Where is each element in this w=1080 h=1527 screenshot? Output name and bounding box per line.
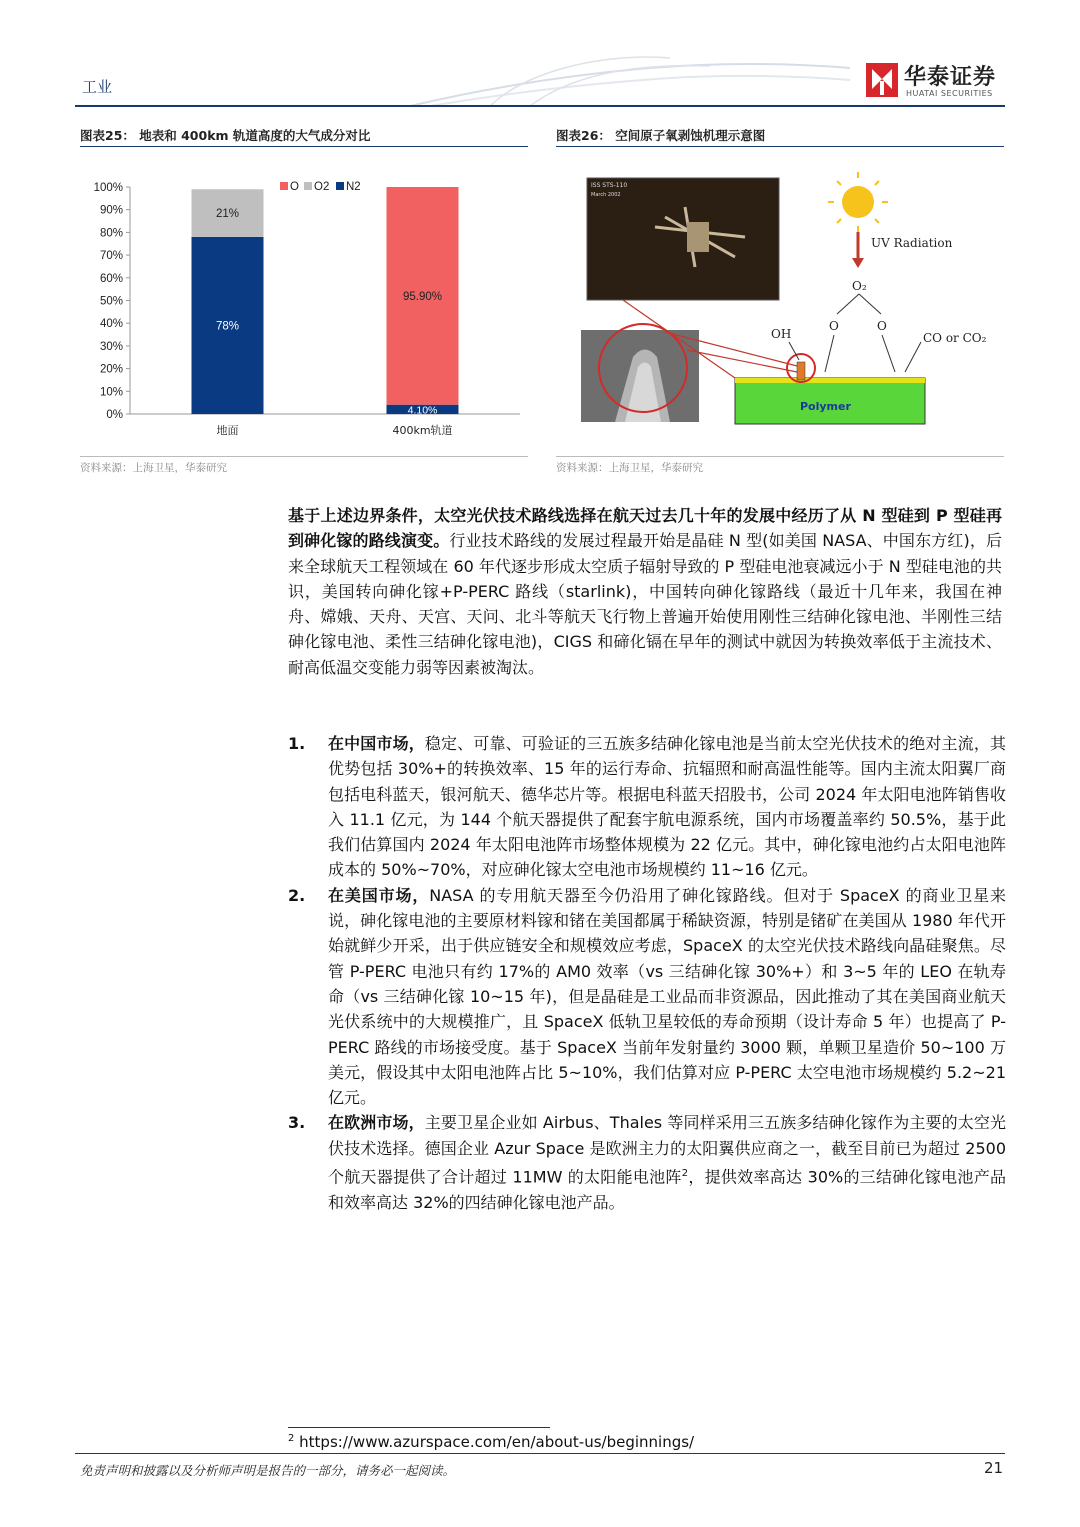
list-item-text: 主要卫星企业如 Airbus、Thales 等同样采用三五族多结砷化镓作为主要的太空光伏技术选择。德国企业 Azur Space 是欧洲主力的太阳翼供应商之一，截至目前已为超过 2500 个航天器提供了合计超过 11MW 的太阳能电池阵 [328, 1113, 1006, 1187]
footer-rule [75, 1453, 1005, 1454]
oh-label: OH [771, 327, 792, 341]
footnote [288, 1433, 694, 1451]
list-item [288, 731, 1006, 883]
uv-label: UV Radiation [871, 236, 953, 250]
y-tick-label: 30% [99, 340, 123, 353]
intro-bold: 基于上述边界条件，太空光伏技术路线选择在航天过去几十年的发展中经历了从 N 型硅到 P 型硅再到砷化镓的路线演变。 [288, 506, 1002, 551]
figure25-source-rule [80, 456, 528, 457]
data-label: 95.90% [402, 290, 443, 303]
y-tick-label: 50% [99, 295, 123, 308]
footnote-rule [288, 1427, 550, 1428]
data-label: 4.10% [407, 404, 438, 417]
header-decoration [410, 48, 850, 106]
header-rule [75, 105, 1005, 107]
y-tick-label: 60% [99, 272, 123, 285]
list-item-text-cont: ，提供效率高达 30%的三结砷化镓电池产品和效率高达 32%的四结砷化镓电池产品。 [328, 1167, 1006, 1212]
legend-swatch [280, 182, 288, 190]
list-item-text: 稳定、可靠、可验证的三五族多结砷化镓电池是当前太空光伏技术的绝对主流，其优势包括 30%+的转换效率、15 年的运行寿命、抗辐照和耐高温性能等。国内主流太阳翼厂商包括电科蓝天，银河航天、德华芯片等。根据电科蓝天招股书，公司 2024 年太阳电池阵销售收入 11.1 亿元，为 144 个航天器提供了配套宇航电源系统，国内市场覆盖率约 50.5%，基于此我们估算国内 2024 年太阳电池阵市场整体规模为 22 亿元。其中，砷化镓电池约占太阳电池阵成本的 50%~70%，对应砷化镓太空电池市场规模约 11~16 亿元。 [328, 734, 1006, 880]
o-label-right: O [877, 319, 887, 333]
logo-subtext: HUATAI SECURITIES [906, 89, 993, 98]
footnote-ref[interactable]: 2 [681, 1168, 689, 1180]
sun-icon [828, 172, 888, 232]
list-item [288, 1110, 1006, 1215]
intro-paragraph [288, 503, 1002, 680]
footnote-number: 2 [288, 1433, 295, 1444]
list-number: 3. [288, 1113, 306, 1133]
y-tick-label: 40% [99, 318, 123, 331]
footer-disclaimer: 免责声明和披露以及分析师声明是报告的一部分，请务必一起阅读。 [80, 1463, 456, 1478]
list-item-text: NASA 的专用航天器至今仍沿用了砷化镓路线。但对于 SpaceX 的商业卫星来说，砷化镓电池的主要原材料镓和锗在美国都属于稀缺资源，特别是锗矿在美国从 1980 年代开始就鲜少开采，出于供应链安全和规模效应考虑，SpaceX 的太空光伏技术路线向晶硅聚焦。尽管 P-PERC 电池只有约 17%的 AM0 效率（vs 三结砷化镓 30%+）和 3~5 年的 LEO 在轨寿命（vs 三结砷化镓 10~15 年)，但是晶硅是工业品而非资源品，因此推动了其在美国商业航天光伏系统中的大规模推广，且 SpaceX 低轨卫星较低的寿命预期（设计寿命 5 年）也提高了 P-PERC 路线的市场接受度。基于 SpaceX 当前年发射量约 3000 颗，单颗卫星造价 50~100 万美元，假设其中太阳电池阵占比 5~10%，我们估算对应 P-PERC 太空电池市场规模约 5.2~21 亿元。 [328, 885, 1006, 1108]
y-tick-label: 20% [99, 363, 123, 376]
legend-label: O2 [314, 181, 330, 193]
logo-text: 华泰证券 [904, 65, 997, 90]
atmosphere-bar-chart [80, 172, 530, 444]
data-label: 78% [215, 320, 240, 333]
intro-text: 行业技术路线的发展过程最开始是晶硅 N 型(如美国 NASA、中国东方红)，后来全球航天工程领域在 60 年代逐步形成太空质子辐射导致的 P 型硅电池衰减远小于 N 型硅电池的共识，美国转向砷化镓+P-PERC 路线（starlink)，中国转向砷化镓路线（最近十几年来，我国在神舟、嫦娥、天舟、天宫、天问、北斗等航天飞行物上普遍开始使用刚性三结砷化镓电池、半刚性三结砷化镓电池、柔性三结砷化镓电池)，CIGS 和碲化镉在早年的测试中就因为转换效率低于主流技术、耐高低温交变能力弱等因素被淘汰。 [288, 531, 1002, 677]
list-item-heading: 在欧洲市场， [328, 1113, 425, 1133]
o2-label: O₂ [852, 279, 867, 293]
y-tick-label: 80% [99, 227, 123, 240]
o-label-left: O [829, 319, 839, 333]
list-item [288, 883, 1006, 1111]
y-tick-label: 0% [106, 409, 123, 421]
figure26-rule [556, 146, 1004, 147]
iss-label: ISS STS-110 [591, 182, 628, 189]
footnote-link[interactable]: https://www.azurspace.com/en/about-us/beginnings/ [299, 1433, 695, 1451]
legend-swatch [304, 182, 312, 190]
y-tick-label: 100% [93, 182, 123, 194]
data-label: 21% [215, 208, 240, 221]
header-sector: 工业 [82, 78, 113, 96]
polymer-label: Polymer [800, 400, 851, 413]
figure25-title: 图表25： 地表和 400km 轨道高度的大气成分对比 [80, 128, 371, 143]
figure26-source-rule [556, 456, 1004, 457]
co-label: CO or CO₂ [923, 331, 987, 345]
legend-swatch [336, 182, 344, 190]
page-number: 21 [984, 1459, 1004, 1477]
y-tick-label: 70% [99, 250, 123, 263]
iss-date: March 2002 [591, 192, 621, 198]
list-item-heading: 在美国市场， [328, 885, 430, 905]
x-tick-label: 地面 [216, 424, 239, 437]
atomic-oxygen-diagram [575, 172, 987, 430]
legend-label: O [290, 181, 299, 193]
list-number: 2. [288, 885, 306, 905]
figure25-rule [80, 146, 528, 147]
figure25-source: 资料来源：上海卫星，华泰研究 [80, 462, 227, 474]
legend-label: N2 [346, 181, 361, 193]
x-tick-label: 400km轨道 [392, 424, 453, 437]
list-item-heading: 在中国市场， [328, 734, 425, 753]
logo-icon [866, 63, 898, 101]
market-list [288, 731, 1006, 1215]
figure26-title: 图表26： 空间原子氧剥蚀机理示意图 [556, 128, 766, 143]
y-tick-label: 10% [99, 386, 123, 399]
list-number: 1. [288, 734, 306, 753]
y-tick-label: 90% [99, 204, 123, 217]
figure26-source: 资料来源：上海卫星，华泰研究 [556, 462, 703, 474]
